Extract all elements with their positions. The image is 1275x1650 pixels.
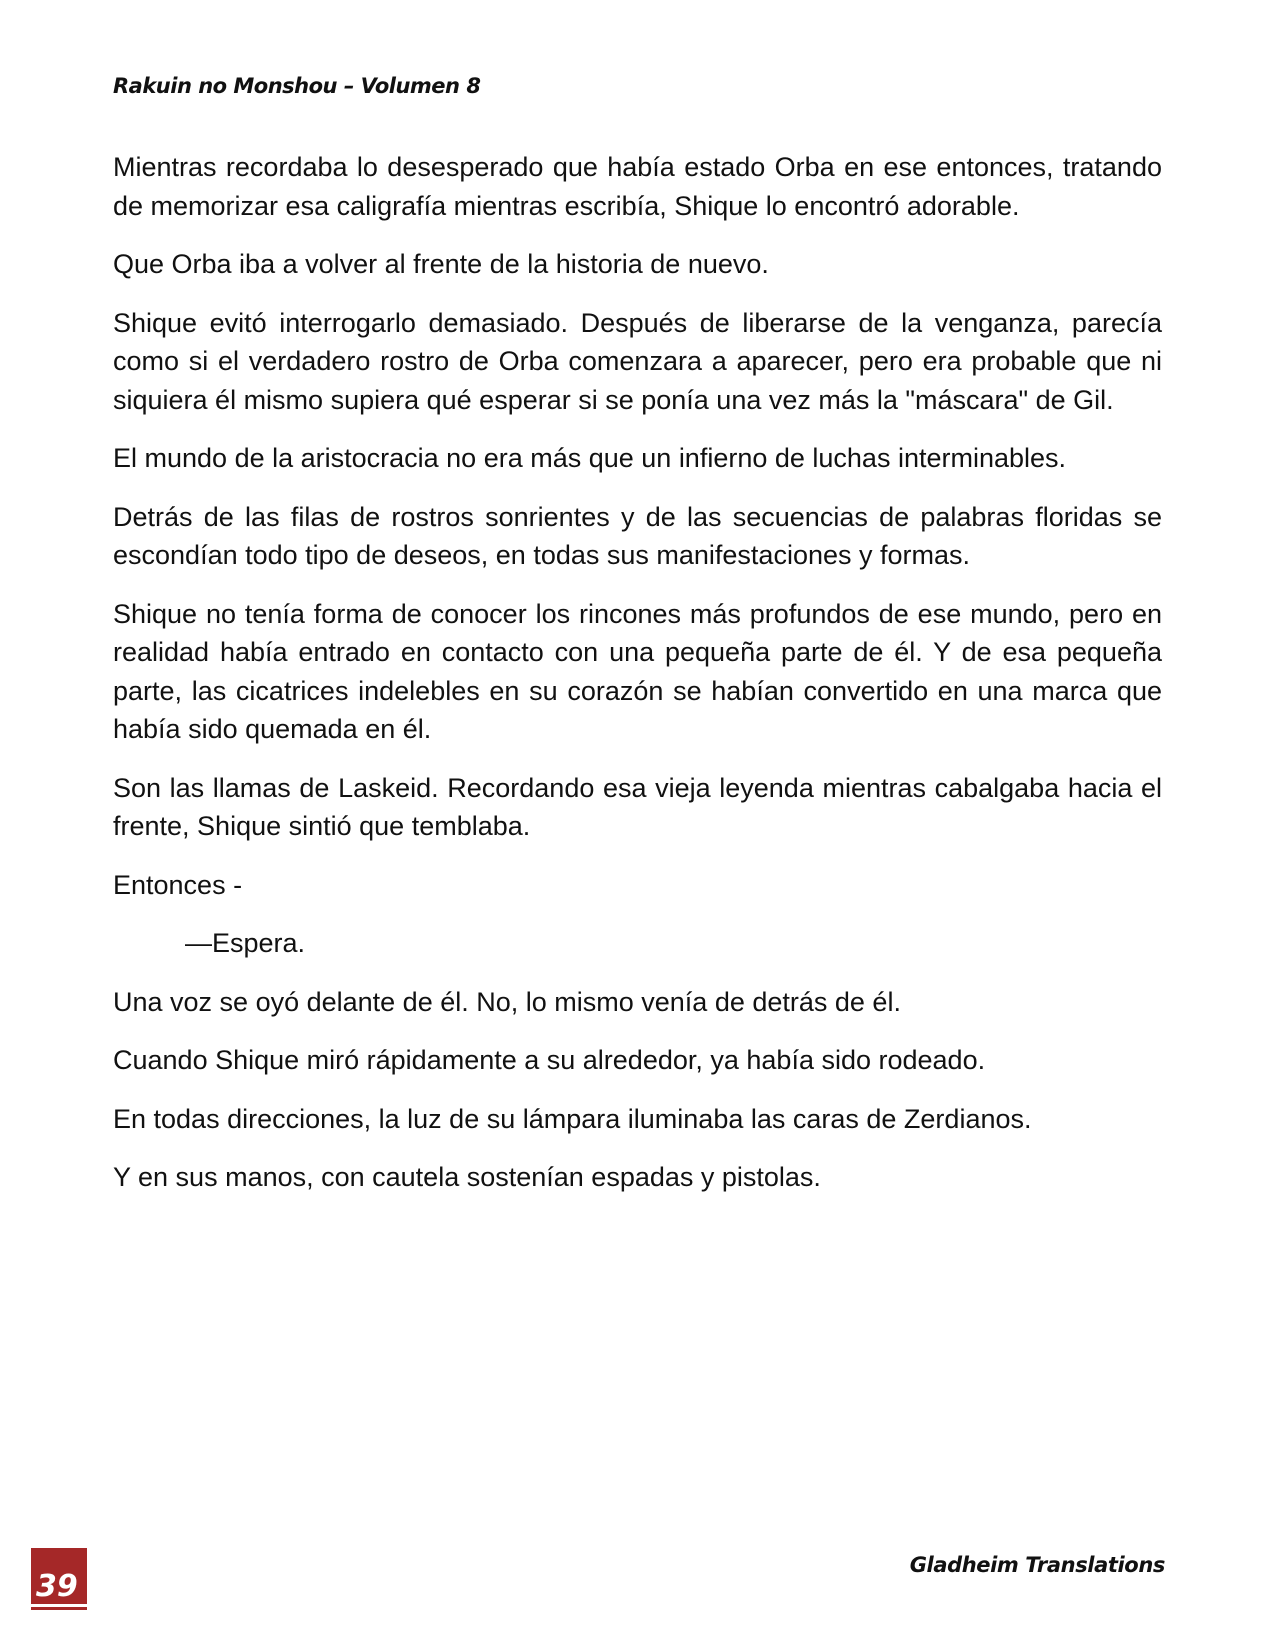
paragraph-13: Y en sus manos, con cautela sostenían espadas y pistolas. [113,1162,821,1192]
paragraph-11: Cuando Shique miró rápidamente a su alrededor, ya había sido rodeado. [113,1045,986,1075]
paragraph-2: Que Orba iba a volver al frente de la historia de nuevo. [113,249,769,279]
paragraph-12: En todas direcciones, la luz de su lámpara iluminaba las caras de Zerdianos. [113,1103,1032,1134]
paragraph-7: Son las llamas de Laskeid. Recordando esa vieja leyenda mientras cabalgaba hacia el frente, Shique sintió que temblaba. [113,772,1162,841]
paragraph-4: El mundo de la aristocracia no era más que un infierno de luchas interminables. [113,443,1067,473]
paragraph-6: Shique no tenía forma de conocer los rincones más profundos de ese mundo, pero en realidad había entrado en contacto con una pequeña parte de él. Y de esa pequeña parte, las cicatrices indelebles en su corazón se habían convertido en una marca que había sido quemada en él. [113,598,1162,744]
dialogue-line: —Espera. [185,928,306,958]
page-number-underline [31,1604,87,1607]
page-body [113,148,1162,1217]
paragraph-8: Entonces - [113,869,243,900]
paragraph-5: Detrás de las filas de rostros sonrientes y de las secuencias de palabras floridas se escondían todo tipo de deseos, en todas sus manifestaciones y formas. [113,501,1162,570]
paragraph-3: Shique evitó interrogarlo demasiado. Después de liberarse de la venganza, parecía como si el verdadero rostro de Orba comenzara a aparecer, pero era probable que ni siquiera él mismo supiera qué esperar si se ponía una vez más la "máscara" de Gil. [113,307,1162,415]
running-header: Rakuin no Monshou – Volumen 8 [113,74,481,98]
paragraph-10: Una voz se oyó delante de él. No, lo mismo venía de detrás de él. [113,986,901,1017]
footer-credit: Gladheim Translations [909,1553,1165,1577]
page-number: 39 [36,1570,78,1604]
paragraph-1: Mientras recordaba lo desesperado que había estado Orba en ese entonces, tratando de memorizar esa caligrafía mientras escribía, Shique lo encontró adorable. [113,152,1162,221]
